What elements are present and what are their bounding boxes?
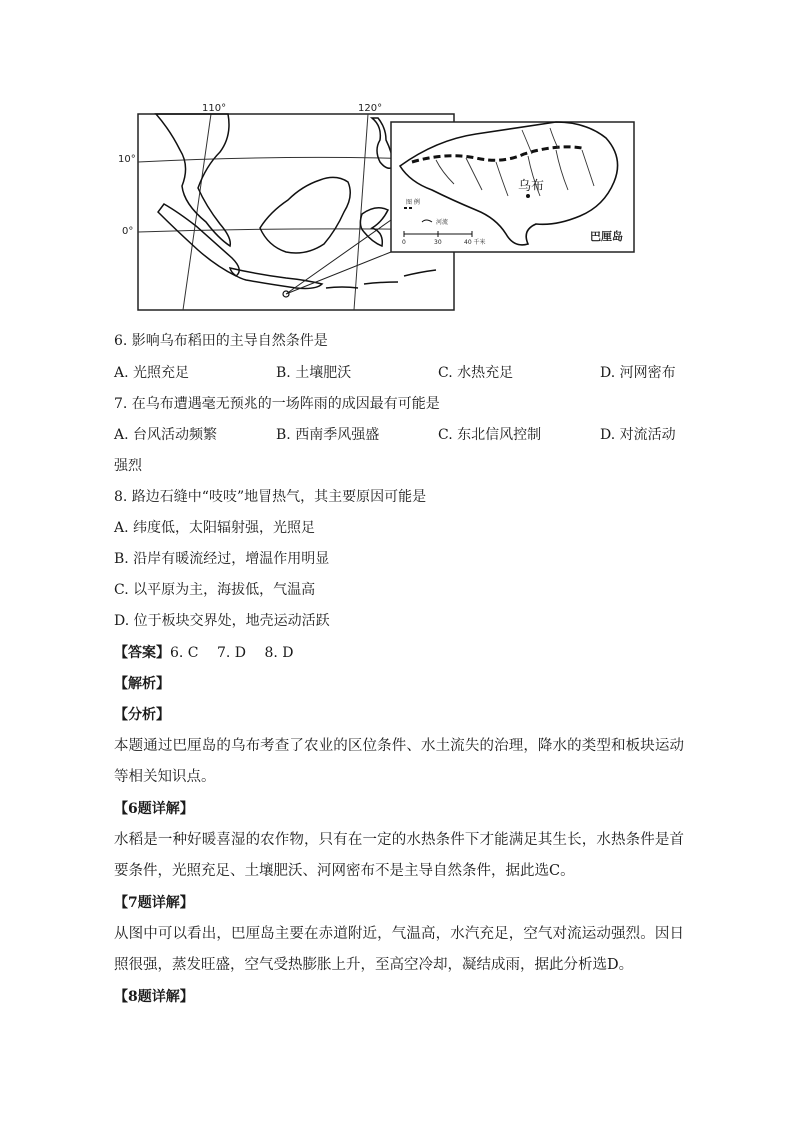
scale-0-label: 0 xyxy=(402,239,406,246)
lat-0-label: 0° xyxy=(122,226,134,237)
lon-120-label: 120° xyxy=(358,103,383,114)
answer-text: 6. C 7. D 8. D xyxy=(170,645,294,661)
lesser-sunda-islands xyxy=(326,270,436,288)
q8-option-b: B. 沿岸有暖流经过，增温作用明显 xyxy=(114,551,330,567)
answer-line xyxy=(114,643,293,663)
legend-title: 图 例 xyxy=(406,199,420,206)
detail-6-paragraph: 水稻是一种好暖喜湿的农作物，只有在一定的水热条件下才能满足其生长，水热条件是首要条件，光照充足、土壤肥沃、河网密布不是主导自然条件，据此选C。 xyxy=(114,832,684,879)
lat-10-label: 10° xyxy=(118,154,136,165)
q8-option-d: D. 位于板块交界处，地壳运动活跃 xyxy=(114,613,330,629)
sulawesi-coast xyxy=(360,208,388,246)
fenxi-paragraph: 本题通过巴厘岛的乌布考查了农业的区位条件、水土流失的治理，降水的类型和板块运动等相关知识点。 xyxy=(114,738,684,785)
map-figure xyxy=(118,100,636,315)
q6-option-b: B. 土壤肥沃 xyxy=(276,365,352,381)
detail-8-heading: 【8题详解】 xyxy=(114,989,194,1005)
ubud-marker xyxy=(526,194,530,198)
borneo-coast xyxy=(260,177,350,253)
legend-river-label: 河流 xyxy=(436,219,449,226)
scale-40-label: 40 千米 xyxy=(464,239,486,246)
q6-option-d: D. 河网密布 xyxy=(600,365,676,381)
detail-7-heading: 【7题详解】 xyxy=(114,895,194,911)
q8-option-c: C. 以平原为主，海拔低，气温高 xyxy=(114,582,316,598)
analysis-heading: 【解析】 xyxy=(114,676,170,692)
meridian-110 xyxy=(183,114,211,310)
answer-label: 【答案】 xyxy=(114,645,170,661)
question-6-stem: 6. 影响乌布稻田的主导自然条件是 xyxy=(114,333,328,349)
southeast-asia-map xyxy=(118,100,636,315)
q6-option-c: C. 水热充足 xyxy=(438,365,514,381)
scale-30-label: 30 xyxy=(434,239,442,246)
fenxi-heading: 【分析】 xyxy=(114,707,170,723)
q8-option-a: A. 纬度低，太阳辐射强，光照足 xyxy=(114,520,316,536)
q7-option-d-wrap: 强烈 xyxy=(114,458,142,474)
q6-option-a: A. 光照充足 xyxy=(114,365,190,381)
q7-option-d: D. 对流活动 xyxy=(600,427,676,443)
lon-110-label: 110° xyxy=(202,103,227,114)
question-7-stem: 7. 在乌布遭遇毫无预兆的一场阵雨的成因最有可能是 xyxy=(114,396,440,412)
question-8-stem: 8. 路边石缝中“吱吱”地冒热气，其主要原因可能是 xyxy=(114,489,427,505)
q7-option-a: A. 台风活动频繁 xyxy=(114,427,218,443)
q7-option-b: B. 西南季风强盛 xyxy=(276,427,380,443)
detail-6-heading: 【6题详解】 xyxy=(114,801,194,817)
detail-7-paragraph: 从图中可以看出，巴厘岛主要在赤道附近，气温高，水汽充足，空气对流运动强烈。因日照很强，蒸发旺盛，空气受热膨胀上升，至高空冷却，凝结成雨，据此分析选D。 xyxy=(114,926,684,973)
bali-label: 巴厘岛 xyxy=(590,230,623,243)
q7-option-c: C. 东北信风控制 xyxy=(438,427,542,443)
indochina-coast xyxy=(156,114,230,246)
ubud-label: 乌布 xyxy=(518,179,545,194)
